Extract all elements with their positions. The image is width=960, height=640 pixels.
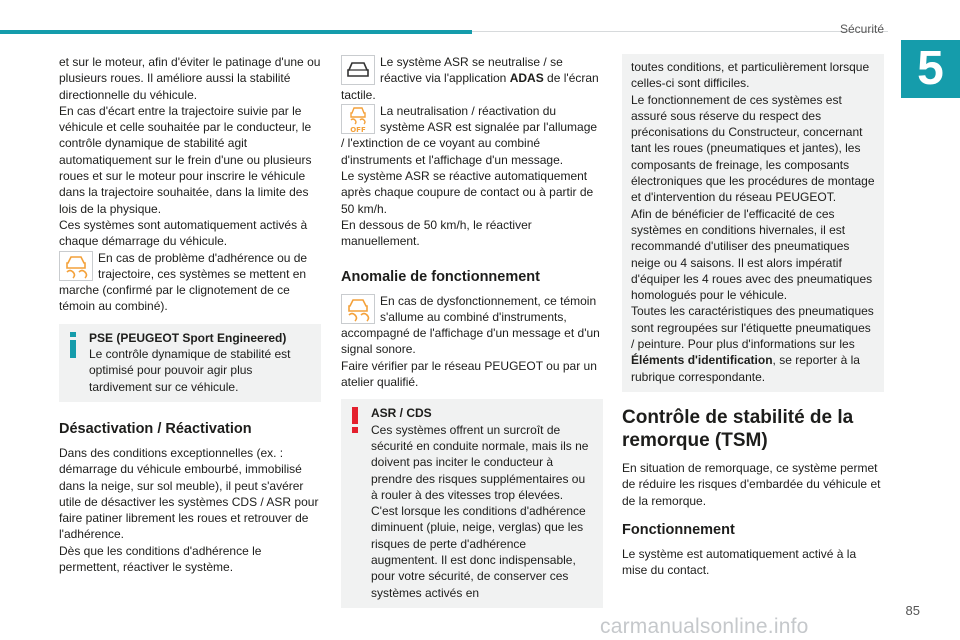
- paragraph: Ces systèmes sont automatiquement activés à chaque démarrage du véhicule.: [59, 217, 308, 249]
- info-text: Le contrôle dynamique de stabilité est optimisé pour pouvoir agir plus tardivement sur ce véhicule.: [89, 347, 291, 394]
- paragraph: En cas d'écart entre la trajectoire suivie par le véhicule et celle souhaitée par le conducteur, le contrôle dynamique de stabilité agit automatiquement sur le frein d'une ou plusieurs roues et sur le moteur pour inscrire le véhicule dans la trajectoire souhaitée, dans la limite des lois de la physique.: [59, 103, 312, 216]
- note-text: Le système ASR se neutralise / se réactive via l'application: [380, 55, 563, 86]
- warning-text: Ces systèmes offrent un surcroît de sécurité en conduite normale, mais ils ne doivent pas inciter le conducteur à prendre des risques supplémentaires ou à rouler à des vitesses trop élevées.: [371, 422, 589, 502]
- note-text: de l'écran tactile.: [341, 71, 599, 102]
- paragraph: Faire vérifier par le réseau PEUGEOT ou par un atelier qualifié.: [341, 358, 597, 390]
- warning-title: ASR / CDS: [371, 406, 432, 421]
- paragraph: En situation de remorquage, ce système permet de réduire les risques d'embardée du véhicule et de la remorque.: [622, 460, 881, 508]
- note-bold: ADAS: [509, 71, 544, 86]
- warning-text-part: , se reporter à la rubrique correspondante.: [631, 353, 860, 384]
- exclamation-icon: [349, 407, 361, 437]
- identification-link-text: Éléments d'identification: [631, 353, 773, 368]
- section-heading: Désactivation / Réactivation: [59, 420, 252, 437]
- asr-off-note: [341, 103, 603, 168]
- asr-note: [341, 54, 603, 103]
- warning-text: toutes conditions, et particulièrement lorsque celles-ci sont difficiles.: [631, 60, 870, 91]
- header-rule: [472, 31, 888, 32]
- chapter-heading: Contrôle de stabilité de la remorque (TSM): [622, 406, 854, 451]
- column-1: [59, 54, 321, 575]
- paragraph: Le système ASR se réactive automatiquement après chaque coupure de contact ou à partir de 50 km/h.: [341, 169, 594, 216]
- warning-text-part: Toutes les caractéristiques des pneumatiques sont regroupées sur l'étiquette pneumatiques / peinture. Pour plus d'informations sur les: [631, 304, 874, 352]
- malfunction-note: [341, 293, 603, 358]
- watermark: carmanualsonline.info: [600, 615, 809, 638]
- section-title: Sécurité: [839, 22, 884, 36]
- note-text: En cas de problème d'adhérence ou de trajectoire, ces systèmes se mettent en marche (confirmé par le clignotement de ce témoin au combiné).: [59, 250, 308, 314]
- warning-text: Le fonctionnement de ces systèmes est assuré sous réserve du respect des préconisations du Constructeur, concernant tant les roues (pneumatiques et jantes), les composants de freinage, les composants électroniques que les procédures de montage et d'intervention du réseau PEUGEOT.: [631, 92, 875, 205]
- note-text: La neutralisation / réactivation du système ASR est signalée par l'allumage / l'extinction de ce voyant au combiné d'instruments et l'affichage d'un message.: [341, 103, 598, 167]
- off-label: OFF: [350, 125, 366, 134]
- esp-warning-icon: [341, 294, 375, 324]
- note-text: En cas de dysfonctionnement, ce témoin s'allume au combiné d'instruments, accompagné de l'affichage d'un message et d'un signal sonore.: [341, 293, 600, 357]
- paragraph: Dans des conditions exceptionnelles (ex. : démarrage du véhicule embourbé, immobilisé dans la neige, sur sol meuble), il peut s'avérer utile de désactiver les systèmes CDS / ASR pour faire patiner librement les roues et retrouver de l'adhérence.: [59, 445, 319, 542]
- paragraph: En dessous de 50 km/h, le réactiver manuellement.: [341, 217, 532, 249]
- info-icon: [67, 332, 79, 362]
- paragraph: Le système est automatiquement activé à la mise du contact.: [622, 546, 857, 578]
- esp-note: [59, 250, 321, 315]
- column-3: [622, 54, 884, 578]
- warning-box-continued: [622, 54, 884, 392]
- paragraph: Dès que les conditions d'adhérence le permettent, réactiver le système.: [59, 543, 262, 575]
- page-number: 85: [905, 603, 920, 618]
- esp-off-icon: [341, 104, 375, 134]
- warning-text: Afin de bénéficier de l'efficacité de ces systèmes en conditions hivernales, il est recommandé d'utiliser des pneumatiques neige ou 4 saisons. Il est alors impératif d'équiper les 4 roues avec des pneumatiques homologués pour le véhicule.: [631, 206, 873, 303]
- warning-box: [341, 399, 603, 608]
- esp-warning-icon: [59, 251, 93, 281]
- info-title: PSE (PEUGEOT Sport Engineered): [89, 330, 287, 345]
- header-accent-bar: [0, 30, 472, 34]
- warning-text: [631, 303, 876, 384]
- chapter-number: 5: [901, 40, 960, 98]
- column-2: [341, 54, 603, 608]
- warning-text: C'est lorsque les conditions d'adhérence diminuent (pluie, neige, verglas) que les risques de perte d'adhérence augmentent. Il est donc indispensable, pour votre sécurité, de conserver ces systèmes activés en: [371, 504, 586, 600]
- section-heading: Fonctionnement: [622, 521, 735, 538]
- car-outline-icon: [341, 55, 375, 85]
- info-box: [59, 324, 321, 402]
- section-heading: Anomalie de fonctionnement: [341, 268, 540, 285]
- paragraph: et sur le moteur, afin d'éviter le patinage d'une ou plusieurs roues. Il améliore aussi la stabilité directionnelle du véhicule.: [59, 55, 321, 102]
